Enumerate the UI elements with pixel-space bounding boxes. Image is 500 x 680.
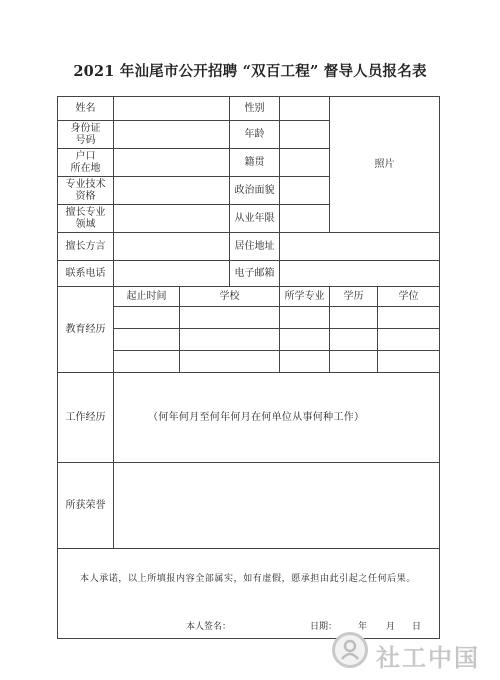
edu-cell[interactable]: [114, 351, 180, 373]
edu-cell[interactable]: [180, 351, 280, 373]
age-label: 年龄: [230, 121, 280, 149]
hukou-label-line1: 户口: [75, 150, 96, 162]
political-status-label: 政治面貌: [230, 177, 280, 205]
gender-label: 性别: [230, 97, 280, 121]
edu-header-period: 起止时间: [114, 287, 180, 307]
work-experience-hint: （何年何月至何年何月在何单位从事何种工作）: [148, 411, 365, 423]
professional-qualification-field[interactable]: [114, 177, 230, 205]
year-label: 年: [358, 622, 368, 632]
edu-cell[interactable]: [180, 307, 280, 329]
edu-cell[interactable]: [330, 329, 378, 351]
work-years-field[interactable]: [280, 205, 330, 233]
work-experience-field[interactable]: [114, 373, 440, 463]
political-status-field[interactable]: [280, 177, 330, 205]
hukou-field[interactable]: [114, 149, 230, 177]
email-field[interactable]: [280, 261, 440, 287]
page-title: 2021 年汕尾市公开招聘 “双百工程” 督导人员报名表: [73, 63, 427, 80]
professional-qualification-label: [58, 177, 114, 205]
edu-cell[interactable]: [114, 329, 180, 351]
hukou-label: [58, 149, 114, 177]
phone-label: 联系电话: [58, 261, 114, 287]
edu-header-degree-level: 学历: [330, 287, 378, 307]
pledge-section: [58, 549, 440, 639]
dialect-label: 擅长方言: [58, 233, 114, 261]
watermark: [330, 630, 490, 672]
work-experience-label: 工作经历: [58, 373, 114, 463]
id-number-label-line2: 号码: [75, 134, 96, 146]
name-label: 姓名: [58, 97, 114, 121]
native-place-label: 籍贯: [230, 149, 280, 177]
edu-cell[interactable]: [330, 351, 378, 373]
hukou-label-line2: 所在地: [70, 162, 101, 174]
dialect-field[interactable]: [114, 233, 230, 261]
address-field[interactable]: [280, 233, 440, 261]
edu-cell[interactable]: [280, 307, 330, 329]
edu-cell[interactable]: [180, 329, 280, 351]
name-field[interactable]: [114, 97, 230, 121]
date-label: 日期：: [310, 622, 338, 632]
expertise-field[interactable]: [114, 205, 230, 233]
expertise-label-line2: 领域: [75, 218, 96, 230]
edu-cell[interactable]: [280, 351, 330, 373]
edu-header-degree: 学位: [378, 287, 440, 307]
gender-field[interactable]: [280, 97, 330, 121]
pledge-text: 本人承诺，以上所填报内容全部属实，如有虚假，愿承担由此引起之任何后果。: [80, 574, 417, 584]
id-number-label: [58, 121, 114, 149]
photo-label: 照片: [374, 158, 395, 170]
native-place-field[interactable]: [280, 149, 330, 177]
honors-field[interactable]: [114, 463, 440, 549]
age-field[interactable]: [280, 121, 330, 149]
professional-qualification-line2: 资格: [75, 190, 96, 202]
id-number-field[interactable]: [114, 121, 230, 149]
id-number-label-line1: 身份证: [70, 122, 101, 134]
registration-form: [57, 96, 440, 639]
work-years-label: 从业年限: [230, 205, 280, 233]
address-label: 居住地址: [230, 233, 280, 261]
expertise-label: [58, 205, 114, 233]
month-label: 月: [386, 622, 396, 632]
phone-field[interactable]: [114, 261, 230, 287]
day-label: 日: [412, 622, 422, 632]
signature-label: 本人签名：: [186, 622, 232, 632]
email-label: 电子邮箱: [230, 261, 280, 287]
watermark-text: 社工中国: [376, 644, 480, 672]
edu-cell[interactable]: [330, 307, 378, 329]
edu-cell[interactable]: [378, 351, 440, 373]
professional-qualification-line1: 专业技术: [65, 178, 106, 190]
edu-header-school: 学校: [180, 287, 280, 307]
expertise-label-line1: 擅长专业: [65, 206, 106, 218]
photo-box[interactable]: [330, 97, 440, 233]
edu-cell[interactable]: [114, 307, 180, 329]
education-label: 教育经历: [58, 287, 114, 373]
honors-label: 所获荣誉: [58, 463, 114, 549]
watermark-logo-icon: [332, 632, 368, 668]
edu-cell[interactable]: [378, 307, 440, 329]
edu-cell[interactable]: [378, 329, 440, 351]
edu-cell[interactable]: [280, 329, 330, 351]
edu-header-major: 所学专业: [280, 287, 330, 307]
